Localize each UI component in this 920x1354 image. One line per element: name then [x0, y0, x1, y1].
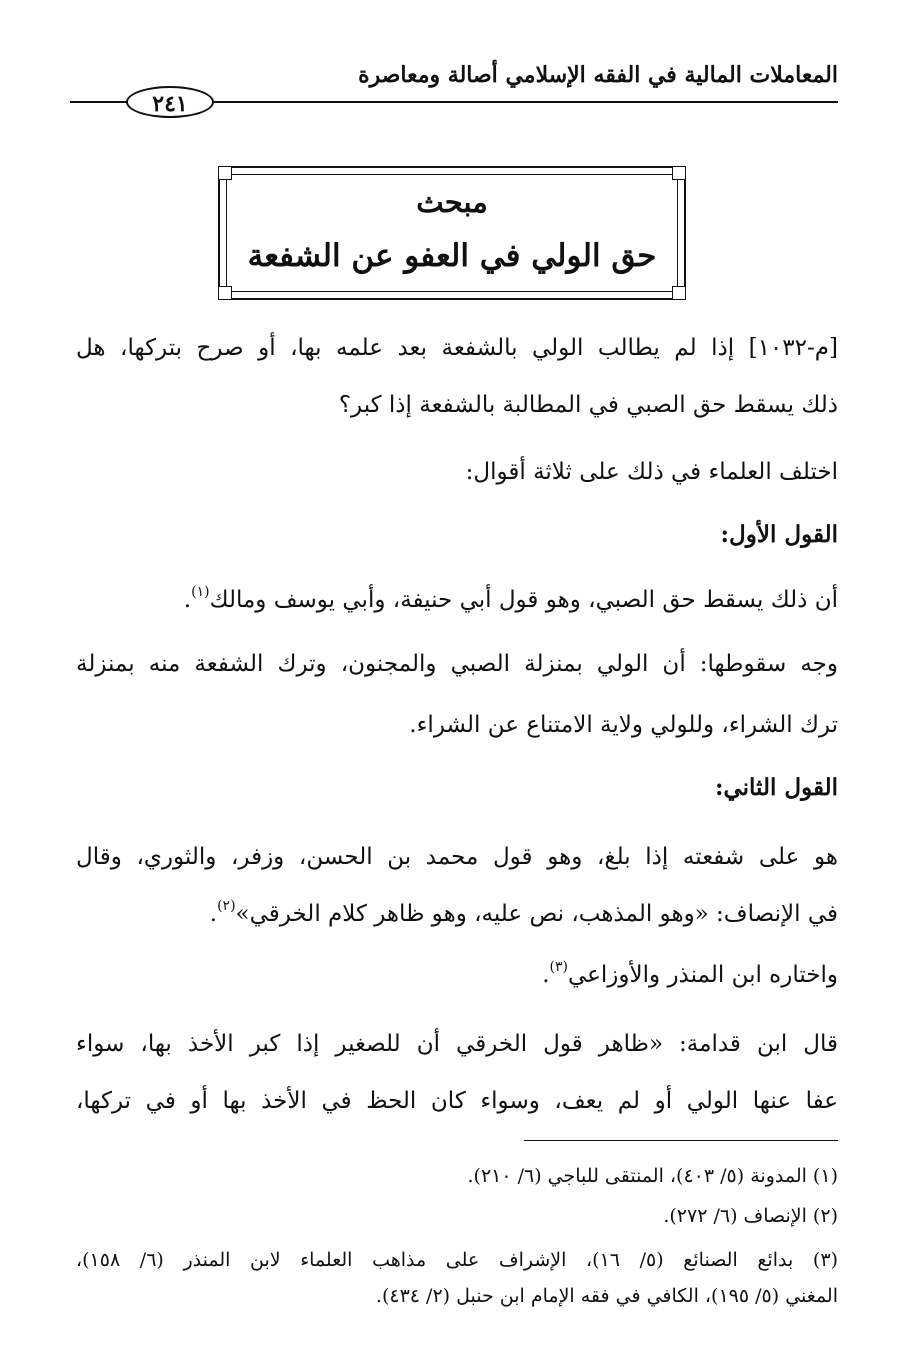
frame-corner-ornament [219, 286, 232, 299]
footnote-separator [524, 1140, 838, 1141]
page-number: ٢٤١ [126, 86, 214, 118]
second-opinion-line-2 [76, 894, 838, 934]
section-label: مبحث [416, 185, 488, 219]
chapter-title-frame [218, 166, 686, 300]
intro-paragraph: اختلف العلماء في ذلك على ثلاثة أقوال: [465, 459, 838, 485]
reason-line-2: ترك الشراء، وللولي ولاية الامتناع عن الشراء. [409, 712, 838, 738]
ibn-qudama-quote-line-2: عفا عنها الولي أو لم يعف، وسواء كان الحظ في الأخذ بها أو في تركها، [76, 1088, 838, 1114]
running-header-title: المعاملات المالية في الفقه الإسلامي أصالة ومعاصرة [358, 62, 838, 88]
sentence-end: . [542, 962, 550, 988]
footnote-1: (١) المدونة (٥/ ٤٠٣)، المنتقى للباجي (٦/ ٢١٠). [467, 1165, 838, 1187]
question-line-1: [م-١٠٣٢] إذا لم يطالب الولي بالشفعة بعد علمه بها، أو صرح بتركها، هل [76, 335, 838, 361]
chosen-by-line [76, 955, 838, 995]
footnote-ref-3: (٣) [549, 959, 569, 976]
footnote-ref-1: (١) [191, 584, 210, 601]
footnote-3-line-1: (٣) بدائع الصنائع (٥/ ١٦)، الإشراف على مذاهب العلماء لابن المنذر (٦/ ١٥٨)، [76, 1249, 838, 1271]
frame-corner-ornament [672, 167, 685, 180]
footnote-2: (٢) الإنصاف (٦/ ٢٧٢). [663, 1205, 838, 1227]
section-title: حق الولي في العفو عن الشفعة [247, 238, 657, 274]
frame-corner-ornament [672, 286, 685, 299]
second-opinion-heading: القول الثاني: [714, 774, 838, 801]
ibn-qudama-quote-line-1: قال ابن قدامة: «ظاهر قول الخرقي أن للصغير إذا كبر الأخذ بها، سواء [76, 1031, 838, 1057]
footnote-ref-2: (٢) [217, 898, 236, 915]
question-line-2: ذلك يسقط حق الصبي في المطالبة بالشفعة إذا كبر؟ [338, 392, 838, 418]
sentence-end: . [183, 587, 192, 613]
second-opinion-line-1: هو على شفعته إذا بلغ، وهو قول محمد بن الحسن، وزفر، والثوري، وقال [76, 844, 838, 870]
second-opinion-quote: في الإنصاف: «وهو المذهب، نص عليه، وهو ظاهر كلام الخرقي» [235, 901, 838, 927]
first-opinion-body: أن ذلك يسقط حق الصبي، وهو قول أبي حنيفة، وأبي يوسف ومالك [209, 587, 838, 613]
sentence-end: . [209, 901, 218, 927]
chosen-by-text: واختاره ابن المنذر والأوزاعي [568, 962, 838, 988]
frame-corner-ornament [219, 167, 232, 180]
first-opinion-text [76, 580, 838, 620]
reason-line-1: وجه سقوطها: أن الولي بمنزلة الصبي والمجنون، وترك الشفعة منه بمنزلة [76, 651, 838, 677]
footnote-3-line-2: المغني (٥/ ١٩٥)، الكافي في فقه الإمام ابن حنبل (٢/ ٤٣٤). [375, 1285, 838, 1307]
first-opinion-heading: القول الأول: [720, 521, 838, 548]
